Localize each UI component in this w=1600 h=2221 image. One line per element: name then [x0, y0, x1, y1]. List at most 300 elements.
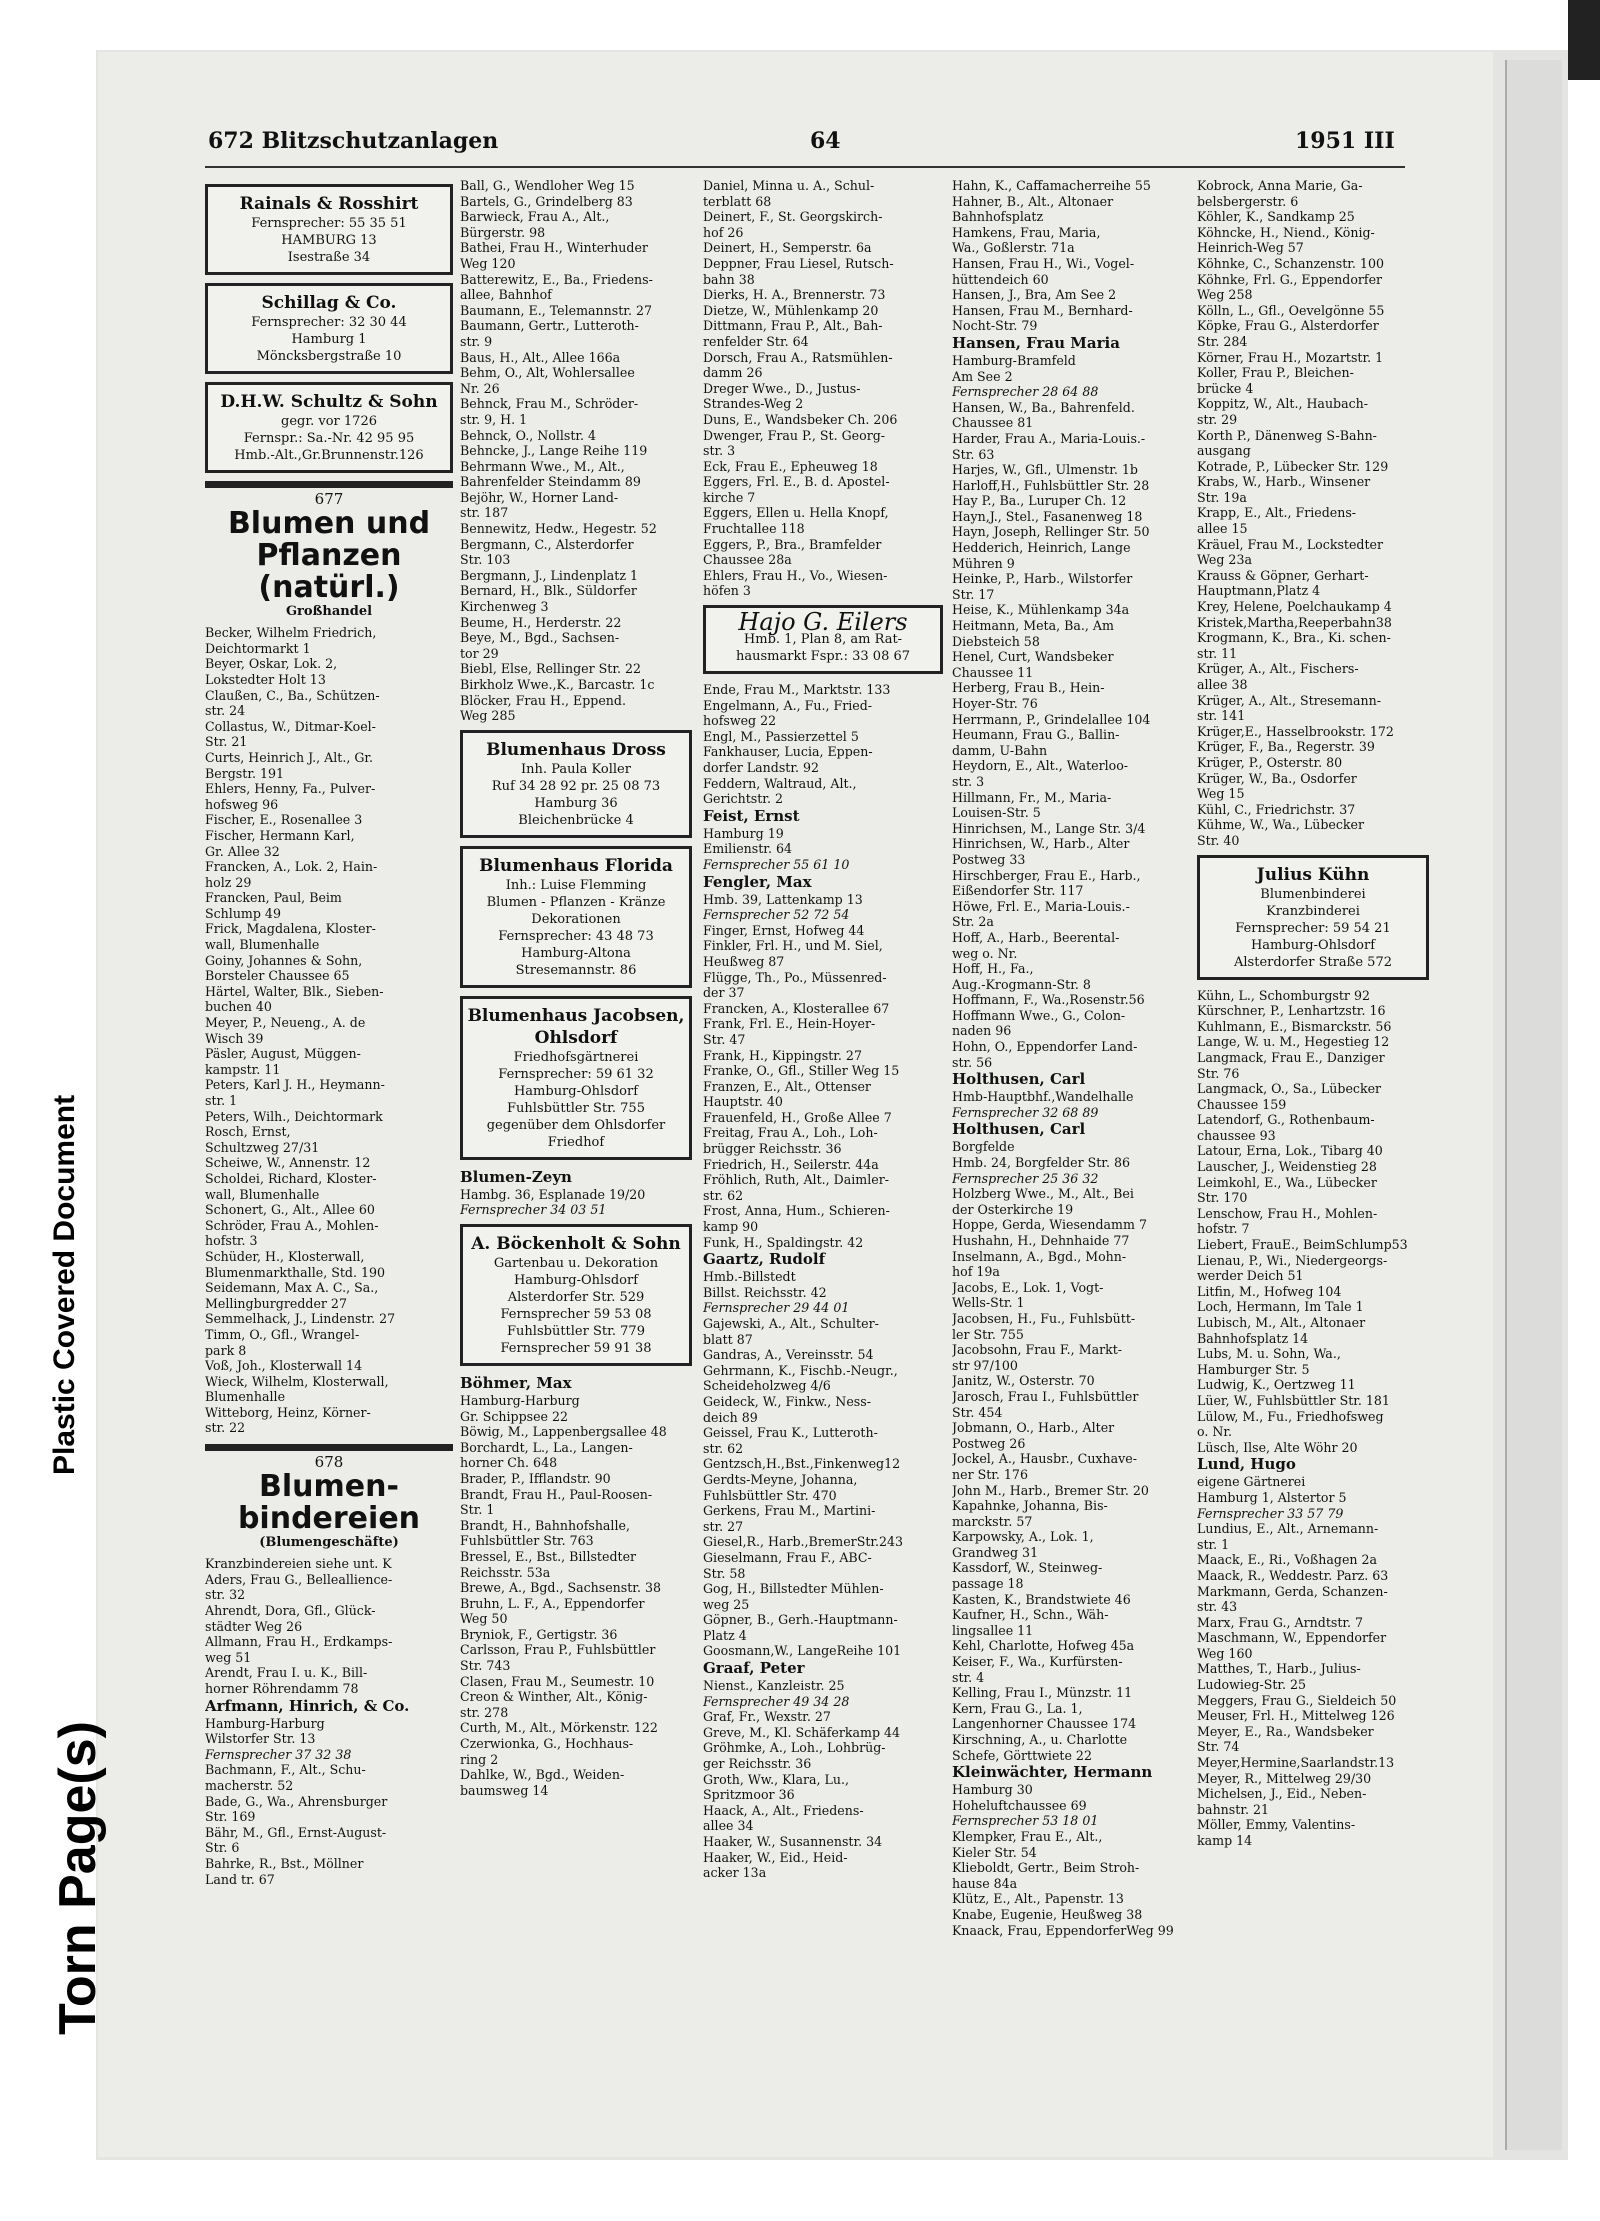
directory-entry: Flügge, Th., Po., Müssenred- [703, 969, 887, 985]
advertisement-line: Friedhofsgärtnerei [513, 1049, 639, 1065]
directory-entry: Hamburg 1, Alstertor 5 [1197, 1489, 1347, 1505]
directory-entry: Frick, Magdalena, Kloster- [205, 921, 376, 937]
directory-entry: Wisch 39 [205, 1030, 264, 1046]
directory-entry: Fernsprecher 52 72 54 [703, 907, 850, 923]
directory-entry: Eck, Frau E., Epheuweg 18 [703, 458, 878, 474]
directory-entry: Weg 120 [460, 255, 516, 271]
directory-entry: Baus, H., Alt., Allee 166a [460, 349, 621, 365]
directory-entry: Wieck, Wilhelm, Klosterwall, [205, 1373, 389, 1389]
directory-entry: Louisen-Str. 5 [952, 805, 1041, 821]
directory-entry: Brader, P., Ifflandstr. 90 [460, 1470, 611, 1486]
directory-entry: Gaartz, Rudolf [703, 1250, 826, 1269]
directory-entry: Hamburg-Harburg [460, 1392, 580, 1408]
directory-entry: Heinke, P., Harb., Wilstorfer [952, 571, 1133, 587]
directory-entry: str. 22 [205, 1420, 246, 1436]
directory-entry: park 8 [205, 1342, 247, 1358]
directory-entry: Schüder, H., Klosterwall, [205, 1248, 365, 1264]
directory-entry: Arendt, Frau I. u. K., Bill- [205, 1665, 368, 1681]
directory-entry: Korth P., Dänenweg S-Bahn- [1197, 427, 1377, 443]
directory-entry: Geissel, Frau K., Lutteroth- [703, 1425, 878, 1441]
directory-entry: naden 96 [952, 1023, 1012, 1039]
directory-entry: Hayn, Joseph, Rellinger Str. 50 [952, 524, 1150, 540]
directory-entry: wall, Blumenhalle [205, 937, 320, 953]
directory-entry: Graf, Fr., Wexstr. 27 [703, 1709, 831, 1725]
directory-entry: str. 9, H. 1 [460, 411, 528, 427]
directory-entry: Hohn, O., Eppendorfer Land- [952, 1039, 1138, 1055]
directory-entry: str. 62 [703, 1440, 744, 1456]
directory-entry: dorfer Landstr. 92 [703, 760, 820, 775]
directory-entry: Billst. Reichsstr. 42 [703, 1284, 827, 1300]
directory-entry: Str. 2a [952, 914, 994, 930]
directory-entry: ger Reichsstr. 36 [703, 1756, 812, 1772]
directory-entry: renfelder Str. 64 [703, 333, 809, 349]
directory-entry: Arfmann, Hinrich, & Co. [205, 1696, 410, 1715]
directory-entry: Peters, Wilh., Deichtormark [205, 1108, 383, 1124]
directory-entry: Str. 169 [205, 1809, 256, 1825]
directory-entry: Jacobsohn, Frau F., Markt- [952, 1342, 1123, 1358]
directory-entry: terblatt 68 [703, 193, 772, 209]
directory-entry: Frauenfeld, H., Große Allee 7 [703, 1109, 892, 1125]
directory-entry: Creon & Winther, Alt., König- [460, 1689, 648, 1705]
directory-entry: Haaker, W., Eid., Heid- [703, 1849, 848, 1865]
directory-entry: ring 2 [460, 1751, 499, 1767]
directory-entry: Ludwig, K., Oertzweg 11 [1197, 1377, 1356, 1393]
directory-entry: Ludowieg-Str. 25 [1197, 1677, 1307, 1693]
directory-entry: Knaack, Frau, EppendorferWeg 99 [952, 1922, 1174, 1938]
directory-entry: Hauptmann,Platz 4 [1197, 583, 1321, 599]
directory-entry: Gr. Allee 32 [205, 843, 280, 859]
directory-entry: Fernsprecher 49 34 28 [703, 1693, 850, 1709]
directory-entry: str. 4 [952, 1669, 985, 1685]
directory-entry: Hamburger Str. 5 [1197, 1361, 1310, 1377]
directory-entry: Brewe, A., Bgd., Sachsenstr. 38 [460, 1580, 661, 1596]
directory-entry: Postweg 33 [952, 851, 1026, 867]
directory-entry: Hirschberger, Frau E., Harb., [952, 867, 1141, 883]
directory-entry: Fröhlich, Ruth, Alt., Daimler- [703, 1172, 889, 1188]
directory-entry: Heydorn, E., Alt., Waterloo- [952, 758, 1129, 774]
directory-entry: Maschmann, W., Eppendorfer [1197, 1630, 1387, 1646]
advertisement-line: Hmb. 1, Plan 8, am Rat- [743, 632, 903, 648]
directory-entry: Ehlers, Frau H., Vo., Wiesen- [703, 567, 888, 583]
directory-entry: Krüger, A., Alt., Stresemann- [1197, 692, 1381, 708]
directory-entry: Baumann, E., Telemannstr. 27 [460, 302, 652, 318]
directory-entry: Fischer, Hermann Karl, [205, 827, 355, 843]
directory-entry: Hansen, Frau H., Wi., Vogel- [952, 255, 1135, 271]
directory-entry: Hambg. 36, Esplanade 19/20 [460, 1186, 646, 1202]
directory-entry: Francken, A., Lok. 2, Hain- [205, 859, 378, 875]
advertisement-line: Blumenbinderei [1260, 886, 1366, 902]
directory-entry: brücke 4 [1197, 380, 1254, 396]
directory-entry: Meyer,Hermine,Saarlandstr.13 [1197, 1755, 1395, 1771]
directory-entry: Krabs, W., Harb., Winsener [1197, 474, 1371, 490]
directory-entry: hause 84a [952, 1875, 1018, 1891]
directory-entry: Bergmann, J., Lindenplatz 1 [460, 567, 638, 583]
directory-entry: Heinrich-Weg 57 [1197, 240, 1304, 256]
directory-entry: John M., Harb., Bremer Str. 20 [952, 1482, 1149, 1498]
directory-entry: Wilstorfer Str. 13 [205, 1731, 316, 1747]
advertisement-line: Fuhlsbüttler Str. 779 [507, 1323, 645, 1339]
directory-entry: Deinert, F., St. Georgskirch- [703, 209, 883, 225]
section-subtitle: (Blumengeschäfte) [259, 1534, 399, 1550]
section-title: Pflanzen (natürl.) [256, 537, 402, 605]
directory-entry: Frank, H., Kippingstr. 27 [703, 1047, 862, 1063]
directory-entry: Barwieck, Frau A., Alt., [460, 209, 610, 225]
section-number: 677 [314, 490, 344, 508]
directory-entry: blatt 87 [703, 1331, 753, 1347]
directory-entry: Litfin, M., Hofweg 104 [1197, 1283, 1342, 1299]
directory-entry: Bruhn, L. F., A., Eppendorfer [460, 1595, 645, 1611]
directory-entry: Kühn, L., Schomburgstr 92 [1197, 987, 1370, 1003]
directory-entry: Maack, R., Weddestr. Parz. 63 [1197, 1567, 1389, 1583]
directory-entry: Leimkohl, E., Wa., Lübecker [1197, 1174, 1377, 1190]
advertisement-box [460, 730, 692, 838]
directory-entry: Eißendorfer Str. 117 [952, 883, 1084, 899]
directory-entry: Matthes, T., Harb., Julius- [1197, 1661, 1361, 1677]
directory-entry: bahn 38 [703, 271, 755, 287]
directory-entry: werder Deich 51 [1197, 1268, 1304, 1284]
directory-entry: Hoffmann, F., Wa.,Rosenstr.56 [952, 992, 1145, 1008]
directory-entry: Borgfelde [952, 1139, 1015, 1155]
directory-entry: Groth, Ww., Klara, Lu., [703, 1771, 850, 1787]
advertisement-line: Dekorationen [531, 911, 621, 927]
directory-entry: Jacobsen, H., Fu., Fuhlsbütt- [952, 1310, 1136, 1326]
directory-entry: Krüger,E., Hasselbrookstr. 172 [1197, 723, 1394, 739]
directory-entry: Ehlers, Henny, Fa., Pulver- [205, 781, 376, 797]
directory-entry: Lüer, W., Fuhlsbüttler Str. 181 [1197, 1392, 1390, 1408]
torn-pages-label: Torn Page(s) [49, 1721, 107, 2035]
directory-entry: Fernsprecher 53 18 01 [952, 1813, 1099, 1829]
directory-entry: Holzberg Wwe., M., Alt., Bei [952, 1186, 1134, 1202]
directory-entry: Klieboldt, Gertr., Beim Stroh- [952, 1860, 1140, 1876]
directory-entry: Karpowsky, A., Lok. 1, [952, 1529, 1094, 1545]
directory-entry: Kaufner, H., Schn., Wäh- [952, 1607, 1109, 1623]
directory-entry: weg 25 [703, 1596, 750, 1612]
directory-entry: str. 24 [205, 703, 246, 719]
directory-entry: Dorsch, Frau A., Ratsmühlen- [703, 349, 893, 365]
directory-entry: wall, Blumenhalle [205, 1186, 320, 1202]
directory-entry: kamp 14 [1197, 1833, 1253, 1848]
advertisement-line: Fernsprecher: 59 54 21 [1235, 920, 1391, 936]
directory-entry: Aug.-Krogmann-Str. 8 [952, 976, 1091, 992]
directory-entry: holz 29 [205, 874, 252, 890]
directory-entry: str. 62 [703, 1187, 744, 1203]
column-2 [460, 178, 692, 1798]
directory-entry: Böhmer, Max [460, 1373, 572, 1392]
directory-entry: Liebert, FrauE., BeimSchlump53 [1197, 1237, 1408, 1253]
directory-entry: Hoff, H., Fa., [952, 961, 1034, 977]
advertisement-line: Friedhof [547, 1134, 605, 1150]
directory-entry: Herberg, Frau B., Hein- [952, 680, 1105, 696]
directory-entry: kirche 7 [703, 489, 756, 505]
directory-entry: Mühren 9 [952, 555, 1015, 571]
directory-entry: Str. 76 [1197, 1065, 1240, 1081]
directory-entry: Meyer, P., Neueng., A. de [205, 1015, 366, 1031]
directory-entry: Kasten, K., Brandstwiete 46 [952, 1591, 1131, 1607]
directory-entry: Baumann, Gertr., Lutteroth- [460, 318, 639, 334]
directory-entry: Bähr, M., Gfl., Ernst-August- [205, 1824, 387, 1840]
directory-entry: Str. 1 [460, 1502, 495, 1518]
directory-entry: Köhncke, H., Niend., König- [1197, 224, 1375, 240]
directory-entry: Loch, Hermann, Im Tale 1 [1197, 1299, 1364, 1315]
directory-entry: Wells-Str. 1 [952, 1295, 1025, 1311]
directory-entry: Blöcker, Frau H., Eppend. [460, 692, 626, 708]
directory-entry: str. 27 [703, 1518, 744, 1534]
directory-entry: Bade, G., Wa., Ahrensburger [205, 1793, 388, 1809]
directory-entry: Jarosch, Frau I., Fuhlsbüttler [952, 1388, 1139, 1404]
advertisement-line: Hamburg-Ohlsdorf [1250, 937, 1376, 953]
directory-entry: Fernsprecher 29 44 01 [703, 1300, 850, 1316]
advertisement-line: Hamburg 36 [534, 795, 618, 811]
directory-entry: Haaker, W., Susannenstr. 34 [703, 1834, 883, 1849]
directory-entry: Kobrock, Anna Marie, Ga- [1197, 178, 1363, 193]
directory-entry: Carlsson, Frau P., Fuhlsbüttler [460, 1642, 656, 1658]
directory-entry: Kranzbindereien siehe unt. K [205, 1556, 392, 1572]
advertisement-line: Möncksbergstraße 10 [256, 349, 402, 364]
directory-entry: str. 3 [703, 443, 736, 459]
directory-entry: Hoyer-Str. 76 [952, 696, 1038, 711]
directory-entry: Beye, M., Bgd., Sachsen- [460, 630, 620, 646]
directory-entry: Blumenmarkthalle, Std. 190 [205, 1264, 385, 1280]
page-number: 64 [810, 128, 841, 154]
directory-entry: Hamburg-Bramfeld [952, 352, 1076, 368]
directory-entry: Witteborg, Heinz, Körner- [205, 1404, 371, 1420]
directory-entry: Fernsprecher 25 36 32 [952, 1170, 1099, 1186]
directory-entry: Eggers, P., Bra., Bramfelder [703, 536, 882, 552]
directory-entry: Str. 6 [205, 1840, 240, 1856]
directory-entry: bahnstr. 21 [1197, 1801, 1269, 1817]
directory-entry: o. Nr. [1197, 1424, 1233, 1440]
directory-entry: hof 26 [703, 224, 744, 240]
directory-entry: Feist, Ernst [703, 806, 800, 825]
directory-entry: Köhnke, Frl. G., Eppendorfer [1197, 271, 1383, 287]
directory-entry: Biebl, Else, Rellinger Str. 22 [460, 661, 641, 677]
directory-entry: Inselmann, A., Bgd., Mohn- [952, 1248, 1127, 1264]
directory-entry: Bahrenfelder Steindamm 89 [460, 474, 641, 490]
directory-entry: Fischer, E., Rosenallee 3 [205, 812, 363, 828]
directory-entry: der 37 [703, 985, 745, 1001]
advertiser-name: A. Böckenholt & Sohn [471, 1233, 681, 1254]
directory-entry: str. 278 [460, 1704, 509, 1720]
directory-entry: str. 29 [1197, 411, 1238, 427]
section-title: Blumen- [259, 1468, 399, 1504]
directory-entry: hüttendeich 60 [952, 271, 1049, 287]
directory-entry: Am See 2 [952, 368, 1013, 384]
directory-entry: Hinrichsen, M., Lange Str. 3/4 [952, 820, 1146, 836]
directory-entry: Krey, Helene, Poelchaukamp 4 [1197, 599, 1392, 615]
directory-entry: Chaussee 159 [1197, 1096, 1287, 1112]
directory-entry: Str. 19a [1197, 489, 1247, 505]
advertisement-line: Fernsprecher 59 53 08 [500, 1306, 652, 1322]
directory-entry: Spritzmoor 36 [703, 1787, 795, 1803]
directory-entry: deich 89 [703, 1409, 758, 1425]
section-bar [205, 481, 453, 488]
directory-entry: Fernsprecher 28 64 88 [952, 384, 1099, 400]
directory-entry: Eggers, Frl. E., B. d. Apostel- [703, 474, 890, 490]
directory-entry: Curts, Heinrich J., Alt., Gr. [205, 749, 374, 765]
directory-entry: Marx, Frau G., Arndtstr. 7 [1197, 1614, 1364, 1630]
directory-entry: Gieselmann, Frau F., ABC- [703, 1549, 872, 1565]
directory-entry: kamp 90 [703, 1219, 759, 1235]
directory-entry: damm, U-Bahn [952, 742, 1048, 758]
directory-entry: Lienau, P., Wi., Niedergeorgs- [1197, 1252, 1388, 1268]
directory-entry: Rosch, Ernst, [205, 1124, 291, 1140]
directory-entry: Str. 17 [952, 586, 995, 602]
advertisement-line: Stresemannstr. 86 [515, 962, 637, 978]
directory-entry: Gehrmann, K., Fischb.-Neugr., [703, 1362, 898, 1378]
directory-entry: Dreger Wwe., D., Justus- [703, 380, 861, 396]
directory-entry: Hmb-Hauptbhf.,Wandelhalle [952, 1089, 1134, 1105]
directory-entry: horner Ch. 648 [460, 1455, 558, 1471]
directory-entry: höfen 3 [703, 583, 751, 599]
directory-entry: Knabe, Eugenie, Heußweg 38 [952, 1906, 1143, 1922]
directory-entry: Chaussee 28a [703, 552, 792, 568]
directory-entry: Henel, Curt, Wandsbeker [952, 649, 1114, 665]
directory-entry: Giesel,R., Harb.,BremerStr.243 [703, 1534, 904, 1550]
advertiser-name: Blumenhaus Jacobsen, Ohlsdorf [467, 1005, 685, 1048]
directory-entry: Feddern, Waltraud, Alt., [703, 775, 857, 791]
directory-entry: Herrmann, P., Grindelallee 104 [952, 711, 1151, 727]
directory-entry: Kassdorf, W., Steinweg- [952, 1560, 1103, 1576]
directory-entry: Dierks, H. A., Brennerstr. 73 [703, 287, 886, 303]
section-heading [205, 1444, 453, 1550]
directory-entry: Frost, Anna, Hum., Schieren- [703, 1203, 890, 1219]
directory-entry: Engelmann, A., Fu., Fried- [703, 697, 873, 713]
directory-entry: Hansen, Frau M., Bernhard- [952, 302, 1133, 318]
advertisement-box [1197, 855, 1429, 980]
directory-entry: brügger Reichsstr. 36 [703, 1141, 842, 1157]
directory-entry: Kühme, W., Wa., Lübecker [1197, 817, 1365, 833]
facing-page-edge [1505, 60, 1562, 2150]
directory-entry: Goiny, Johannes & Sohn, [205, 952, 363, 968]
directory-entry: Kölln, L., Gfl., Oevelgönne 55 [1197, 302, 1385, 318]
directory-entry: Lubisch, M., Alt., Altonaer [1197, 1315, 1366, 1330]
directory-entry: Bennewitz, Hedw., Hegestr. 52 [460, 521, 657, 537]
directory-entry: str. 9 [460, 333, 493, 349]
advertisement-box [460, 846, 692, 988]
advertisement-line: Hamburg-Altona [521, 945, 631, 961]
directory-entry: Allmann, Frau H., Erdkamps- [205, 1634, 393, 1650]
directory-entry: Gandras, A., Vereinsstr. 54 [703, 1347, 874, 1363]
directory-entry: Gröhmke, A., Loh., Lohbrüg- [703, 1740, 886, 1756]
directory-entry: Janitz, W., Osterstr. 70 [952, 1373, 1095, 1389]
directory-entry: Hahn, K., Caffamacherreihe 55 [952, 178, 1151, 193]
directory-entry: Krauss & Göpner, Gerhart- [1197, 567, 1369, 583]
section-subtitle: Großhandel [285, 603, 373, 619]
directory-entry: Krüger, A., Alt., Fischers- [1197, 661, 1359, 677]
directory-entry: str. 43 [1197, 1599, 1238, 1615]
directory-entry: Seidemann, Max A. C., Sa., [205, 1280, 379, 1296]
directory-entry: baumsweg 14 [460, 1782, 549, 1798]
directory-entry: der Osterkirche 19 [952, 1201, 1074, 1217]
signature-logo: Hajo G. Eilers [738, 608, 908, 637]
directory-entry: Härtel, Walter, Blk., Sieben- [205, 983, 384, 999]
directory-entry: Graaf, Peter [703, 1659, 805, 1678]
directory-entry: Langmack, O., Sa., Lübecker [1197, 1081, 1382, 1097]
directory-entry: Hauptstr. 40 [703, 1094, 783, 1110]
directory-entry: Behncke, J., Lange Reihe 119 [460, 443, 648, 459]
directory-entry: Gerkens, Frau M., Martini- [703, 1503, 876, 1519]
directory-entry: Fernsprecher 33 57 79 [1197, 1505, 1344, 1521]
directory-entry: Bachmann, F., Alt., Schu- [205, 1762, 366, 1778]
advertisement-box [205, 283, 453, 374]
directory-entry: Greve, M., Kl. Schäferkamp 44 [703, 1724, 901, 1740]
directory-entry: chaussee 93 [1197, 1127, 1276, 1143]
directory-entry: Gerdts-Meyne, Johanna, [703, 1471, 858, 1487]
advertisement-line: Fernsprecher: 55 35 51 [251, 216, 407, 231]
directory-entry: Heumann, Frau G., Ballin- [952, 727, 1120, 743]
directory-entry: Hoheluftchaussee 69 [952, 1797, 1087, 1813]
directory-entry: Dwenger, Frau P., St. Georg- [703, 427, 886, 443]
directory-entry: Deinert, H., Semperstr. 6a [703, 240, 872, 256]
directory-entry: Finger, Ernst, Hofweg 44 [703, 922, 865, 938]
directory-entry: Latour, Erna, Lok., Tibarg 40 [1197, 1143, 1383, 1159]
advertiser-name: Blumenhaus Dross [486, 739, 666, 760]
directory-entry: Behm, O., Alt, Wohlersallee [460, 365, 635, 381]
directory-entry: Langmack, Frau E., Danziger [1197, 1049, 1385, 1065]
directory-entry: Borchardt, L., La., Langen- [460, 1439, 633, 1455]
directory-entry: ler Str. 755 [952, 1326, 1024, 1342]
directory-entry: Holthusen, Carl [952, 1070, 1086, 1089]
directory-entry: Hayn,J., Stel., Fasanenweg 18 [952, 508, 1143, 524]
directory-entry: Bartels, G., Grindelberg 83 [460, 193, 633, 209]
directory-entry: Scheiwe, W., Annenstr. 12 [205, 1155, 371, 1171]
directory-entry: Brandt, Frau H., Paul-Roosen- [460, 1486, 653, 1502]
directory-entry: Kühl, C., Friedrichstr. 37 [1197, 801, 1356, 817]
directory-entry: Päsler, August, Müggen- [205, 1046, 361, 1062]
directory-entry: Krapp, E., Alt., Friedens- [1197, 505, 1357, 521]
directory-entry: Weg 285 [460, 708, 516, 724]
directory-entry: ausgang [1197, 443, 1251, 459]
directory-entry: Hansen, J., Bra, Am See 2 [952, 287, 1117, 303]
directory-entry: str. 187 [460, 505, 509, 521]
directory-entry: Reichsstr. 53a [460, 1564, 551, 1580]
directory-entry: Hmb. 39, Lattenkamp 13 [703, 891, 863, 907]
directory-entry: Michelsen, J., Eid., Neben- [1197, 1786, 1367, 1802]
directory-entry: Lauscher, J., Weidenstieg 28 [1197, 1159, 1377, 1175]
directory-entry: Aders, Frau G., Belleallience- [205, 1571, 393, 1587]
directory-entry: Böwig, M., Lappenbergsallee 48 [460, 1424, 667, 1440]
advertisement-line: Ruf 34 28 92 pr. 25 08 73 [491, 778, 661, 794]
section-title: Blumen und [227, 505, 431, 541]
directory-entry: Peters, Karl J. H., Heymann- [205, 1077, 385, 1093]
directory-entry: Kleinwächter, Hermann [952, 1763, 1153, 1782]
directory-entry: Lüsch, Ilse, Alte Wöhr 20 [1197, 1439, 1358, 1455]
directory-entry: Lund, Hugo [1197, 1455, 1296, 1474]
directory-entry: Meyer, R., Mittelweg 29/30 [1197, 1770, 1372, 1786]
directory-entry: Hoffmann Wwe., G., Colon- [952, 1007, 1126, 1023]
section-title: bindereien [237, 1500, 421, 1536]
directory-entry: Hamkens, Frau, Maria, [952, 224, 1101, 240]
directory-entry: Fernsprecher 37 32 38 [205, 1746, 352, 1762]
directory-entry: Diebsteich 58 [952, 633, 1040, 649]
directory-entry: Gerichtstr. 2 [703, 791, 783, 807]
directory-entry: Höwe, Frl. E., Maria-Louis.- [952, 898, 1130, 914]
column-5 [1197, 178, 1429, 1849]
advertisement-line: Kranzbinderei [1266, 903, 1360, 919]
directory-entry: Körner, Frau H., Mozartstr. 1 [1197, 349, 1384, 365]
advertisement-line: gegenüber dem Ohlsdorfer [486, 1117, 666, 1133]
directory-entry: Bathei, Frau H., Winterhuder [460, 240, 648, 256]
directory-entry: Behrmann Wwe., M., Alt., [460, 458, 625, 474]
directory-entry: Geideck, W., Finkw., Ness- [703, 1393, 871, 1409]
directory-entry: Friedrich, H., Seilerstr. 44a [703, 1156, 879, 1172]
directory-entry: str. 3 [952, 773, 985, 789]
directory-entry: Hmb.-Billstedt [703, 1269, 796, 1285]
directory-entry: str. 32 [205, 1587, 246, 1603]
directory-entry: Bergmann, C., Alsterdorfer [460, 536, 634, 552]
directory-entry: Köpke, Frau G., Alsterdorfer [1197, 318, 1379, 334]
directory-entry: Harder, Frau A., Maria-Louis.- [952, 430, 1146, 446]
